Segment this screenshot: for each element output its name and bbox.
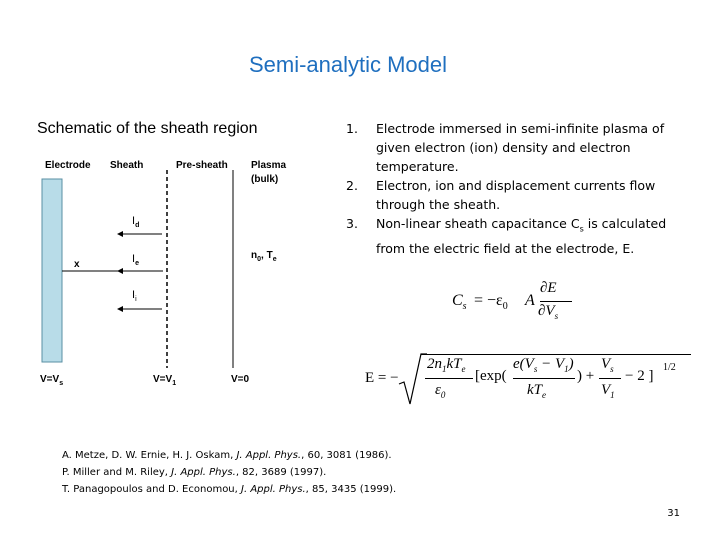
schematic-caption: Schematic of the sheath region <box>37 120 258 137</box>
page-number: 31 <box>667 508 680 519</box>
plasma-voltage-label: V=0 <box>231 374 250 385</box>
equation-numerator: ∂E <box>540 280 557 296</box>
equation-lhs: $C_s$ <box>452 292 467 313</box>
model-steps-list <box>346 119 686 258</box>
exp-denominator: $kT_e$ <box>527 382 546 400</box>
schematic-graphics <box>40 150 300 395</box>
plasma-bulk-label: (bulk) <box>251 174 279 185</box>
sheath-label: Sheath <box>110 160 144 171</box>
density-temperature-label: $n_0$, $T_e$ <box>251 250 277 263</box>
ratio-denominator: $V_1$ <box>601 382 615 400</box>
electrode-slab <box>42 179 62 362</box>
equation-denominator: $\partial V_s$ <box>538 303 559 321</box>
displacement-current-label: $I_d$ <box>132 215 140 230</box>
electrode-label: Electrode <box>45 160 91 171</box>
plasma-label: Plasma <box>251 160 287 171</box>
electron-current-label: $I_e$ <box>132 253 139 268</box>
x-axis-label: x <box>74 259 80 270</box>
reference-item: T. Panagopoulos and D. Economou, J. Appl. Phys., 85, 3435 (1999). <box>62 484 397 495</box>
sqrt-sign <box>397 352 427 410</box>
sqrt-denominator: $\varepsilon_0$ <box>435 382 446 400</box>
list-item: 2. Electron, ion and displacement currents flow through the sheath. <box>346 178 656 212</box>
ion-current-label: $I_i$ <box>132 289 137 304</box>
list-item: 3. Non-linear sheath capacitance $C_s$ is calculated from the electric field at the electrode, E. <box>346 216 667 256</box>
exp-numerator: $e(V_s - V_1)$ <box>513 356 574 374</box>
field-lhs: E = − <box>365 370 399 386</box>
ratio-numerator: $V_s$ <box>601 356 614 374</box>
reference-item: P. Miller and M. Riley, J. Appl. Phys., 82, 3689 (1997). <box>62 467 327 478</box>
reference-item: A. Metze, D. W. Ernie, H. J. Oskam, J. Appl. Phys., 60, 3081 (1986). <box>62 450 392 461</box>
slide-title: Semi-analytic Model <box>248 52 448 77</box>
sqrt-numerator: $2n_1kT_e$ <box>427 356 466 374</box>
bracket-mid: ) + <box>577 368 595 384</box>
sheath-voltage-label: $V=V_1$ <box>153 374 177 387</box>
presheath-label: Pre-sheath <box>176 160 228 171</box>
electrode-voltage-label: $V=V_s$ <box>40 374 64 387</box>
field-exponent: 1/2 <box>663 362 676 373</box>
equation-area: A <box>525 292 535 309</box>
equation-epsilon-term: = $-\varepsilon_0$ <box>474 292 508 313</box>
list-item: 1. Electrode immersed in semi-infinite plasma of given electron (ion) density and electron temperature. <box>346 121 665 174</box>
electric-field-equation <box>365 352 685 410</box>
bracket-open: [exp( <box>475 368 507 384</box>
bracket-close: − 2 ] <box>625 368 654 384</box>
references <box>62 447 396 498</box>
capacitance-equation <box>452 280 582 324</box>
